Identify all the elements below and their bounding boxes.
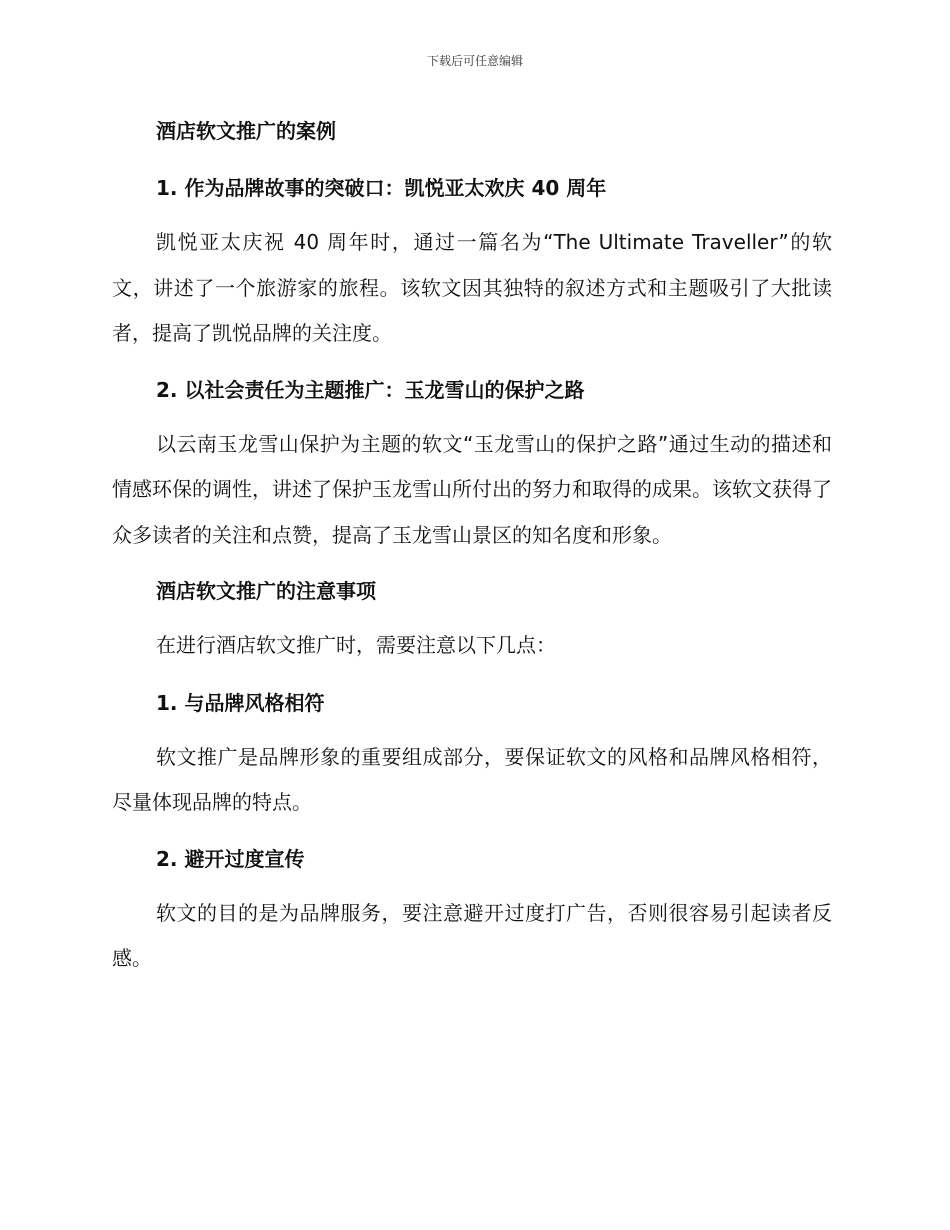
note-2-paragraph: 软文的目的是为品牌服务，要注意避开过度打广告，否则很容易引起读者反感。 — [112, 900, 832, 970]
page-header: 下载后可任意编辑 — [426, 54, 523, 68]
note-1-paragraph: 软文推广是品牌形象的重要组成部分，要保证软文的风格和品牌风格相符，尽量体现品牌的特点。 — [112, 744, 832, 814]
note-1-title: 1. 与品牌风格相符 — [156, 690, 325, 715]
notes-intro-paragraph: 在进行酒店软文推广时，需要注意以下几点： — [156, 633, 556, 657]
case-2-title: 2. 以社会责任为主题推广：玉龙雪山的保护之路 — [156, 377, 585, 402]
document-body — [112, 110, 832, 982]
section-title-notes: 酒店软文推广的注意事项 — [156, 579, 376, 603]
case-1-title: 1. 作为品牌故事的突破口：凯悦亚太欢庆 40 周年 — [156, 176, 607, 200]
section-title-cases: 酒店软文推广的案例 — [156, 119, 336, 143]
note-2-title: 2. 避开过度宣传 — [156, 846, 305, 871]
case-2-paragraph: 以云南玉龙雪山保护为主题的软文“玉龙雪山的保护之路”通过生动的描述和情感环保的调性，讲述了保护玉龙雪山所付出的努力和取得的成果。该软文获得了众多读者的关注和点赞，提高了玉龙雪山景区的知名度和形象。 — [112, 431, 832, 547]
case-1-paragraph: 凯悦亚太庆祝 40 周年时，通过一篇名为“The Ultimate Traveller”的软文，讲述了一个旅游家的旅程。该软文因其独特的叙述方式和主题吸引了大批读者，提高了凯悦品牌的关注度。 — [112, 230, 832, 345]
